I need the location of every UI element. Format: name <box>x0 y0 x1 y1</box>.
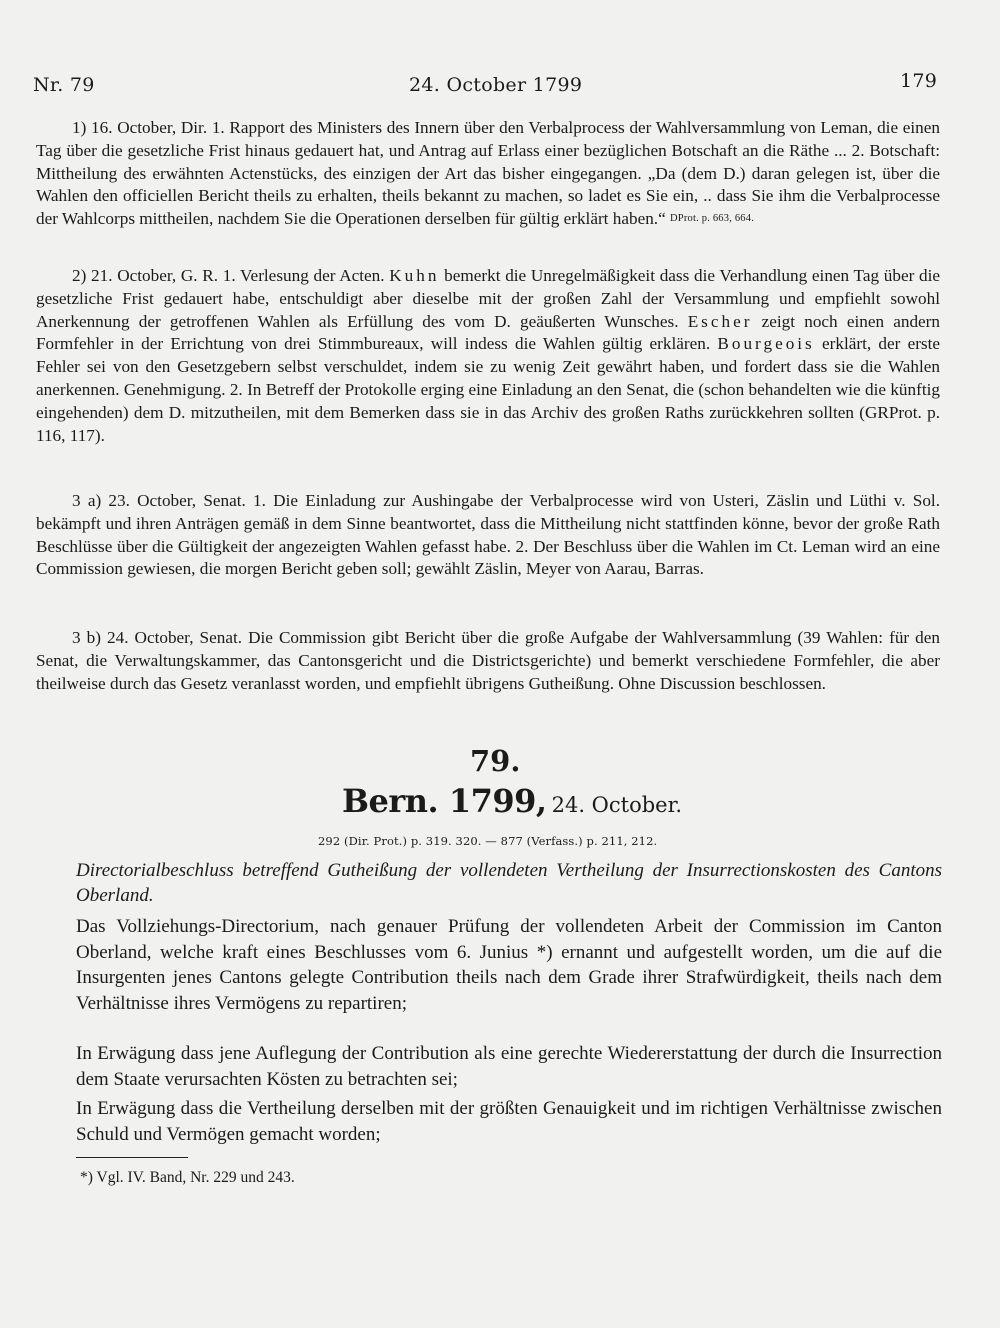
document-number: 79. <box>470 744 521 778</box>
note-1-source: DProt. p. 663, 664. <box>670 213 755 225</box>
running-head-date: 24. October 1799 <box>409 74 583 96</box>
note-2-text-c: zeigt noch einen andern Formfehler in der Errichtung von drei Stimmbureaux, will indess die Wahlen gültig erklären. <box>36 311 940 354</box>
note-paragraph-2 <box>36 265 940 447</box>
body-paragraph-1: Das Vollziehungs-Directorium, nach genauer Prüfung der vollendeten Arbeit der Commission im Canton Oberland, welche kraft eines Beschlusses vom 6. Junius *) ernannt und aufgestellt worden, um die auf die Insurgenten jenes Cantons gelegte Contribution theils nach dem Grade ihrer Strafwürdigkeit, theils nach dem Verhältnisse ihres Vermögens zu repartiren; <box>76 916 942 1014</box>
speaker-escher: Escher <box>687 311 753 331</box>
running-head-number: Nr. 79 <box>33 74 95 96</box>
body-paragraph-2: In Erwägung dass jene Auflegung der Contribution als eine gerechte Wiedererstattung der durch die Insurrection dem Staate verursachten Kösten zu betrachten sei; <box>76 1043 942 1090</box>
note-paragraph-3a: 3 a) 23. October, Senat. 1. Die Einladung zur Aushingabe der Verbalprocesse wird von Usteri, Zäslin und Lüthi v. Sol. bekämpft und ihren Anträgen gemäß in dem Sinne beantwortet, dass die Mittheilung nicht stattfinden könne, bevor der große Rath Beschlüsse über die Gültigkeit der angezeigten Wahlen gefasst habe. 2. Der Beschluss über die Wahlen im Ct. Leman wird an eine Commission gewiesen, die morgen Bericht geben soll; gewählt Zäslin, Meyer von Aarau, Barras. <box>36 491 940 579</box>
note-2-text-a: 2) 21. October, G. R. 1. Verlesung der Acten. <box>72 266 385 285</box>
page-number: 179 <box>900 70 938 92</box>
note-2-text-d: erklärt, der erste Fehler sei von den Gesetzgebern selbst verschuldet, indem sie zu wenig Zeit gewährt haben, und fordert dass sie die Wahlen anerkennen. Genehmigung. 2. In Betreff der Protokolle erging eine Einladung an den Senat, die (schon behandelten wie die künftig eingehenden) dem D. mitzutheilen, mit dem Bemerken dass sie in das Archiv des großen Raths zurückkehren sollten (GRProt. p. 116, 117). <box>36 334 941 445</box>
document-sources: 292 (Dir. Prot.) p. 319. 320. — 877 (Verfass.) p. 211, 212. <box>318 834 658 848</box>
note-paragraph-3b: 3 b) 24. October, Senat. Die Commission gibt Bericht über die große Aufgabe der Wahlversammlung (39 Wahlen: für den Senat, die Verwaltungskammer, das Cantonsgericht und die Districtsgerichte) und bemerkt verschiedene Formfehler, die aber theilweise durch das Gesetz veranlasst worden, und empfiehlt übrigens Gutheißung. Ohne Discussion beschlossen. <box>36 628 940 693</box>
document-title: Directorialbeschluss betreffend Gutheißung der vollendeten Vertheilung der Insurrectionskosten des Cantons Oberland. <box>76 860 942 906</box>
speaker-kuhn: Kuhn <box>389 266 440 285</box>
speaker-bourgeois: Bourgeois <box>717 334 815 354</box>
note-2-text-b: bemerkt die Unregelmäßigkeit dass die Verhandlung einen Tag über die gesetzliche Frist gedauert habe, entschuldigt aber dieselbe mit der großen Zahl der Versammlung und empfiehlt sowohl Anerkennung der getroffenen Wahlen als Erfüllung des vom D. geäußerten Wunsches. <box>36 266 941 331</box>
document-place-year: Bern. 1799, <box>342 782 547 820</box>
note-paragraph-1 <box>36 117 940 231</box>
footnote: *) Vgl. IV. Band, Nr. 229 und 243. <box>80 1169 295 1186</box>
document-place-date <box>342 782 682 820</box>
footnote-divider <box>76 1157 188 1158</box>
body-paragraph-3: In Erwägung dass die Vertheilung derselben mit der größten Genauigkeit und im richtigen Verhältnisse zwischen Schuld und Vermögen gemacht worden; <box>76 1098 942 1145</box>
note-1-text: 1) 16. October, Dir. 1. Rapport des Ministers des Innern über den Verbalprocess der Wahlversammlung von Leman, die einen Tag über die gesetzliche Frist hinaus gedauert hat, und Antrag auf Erlass einer bezüglichen Botschaft an die Räthe ... 2. Botschaft: Mittheilung des erwähnten Actenstücks, des einzigen der Art das bisher eingegangen. „Da (dem D.) daran gelegen ist, über die Wahlen den officiellen Bericht theils zu erhalten, theils bekannt zu machen, so ladet es Sie ein, .. dass Sie ihm die Verbalprocesse der Wahlcorps mittheilen, nachdem Sie die Operationen derselben für gültig erklärt haben.“ <box>36 118 940 229</box>
document-date: 24. October. <box>551 793 683 817</box>
